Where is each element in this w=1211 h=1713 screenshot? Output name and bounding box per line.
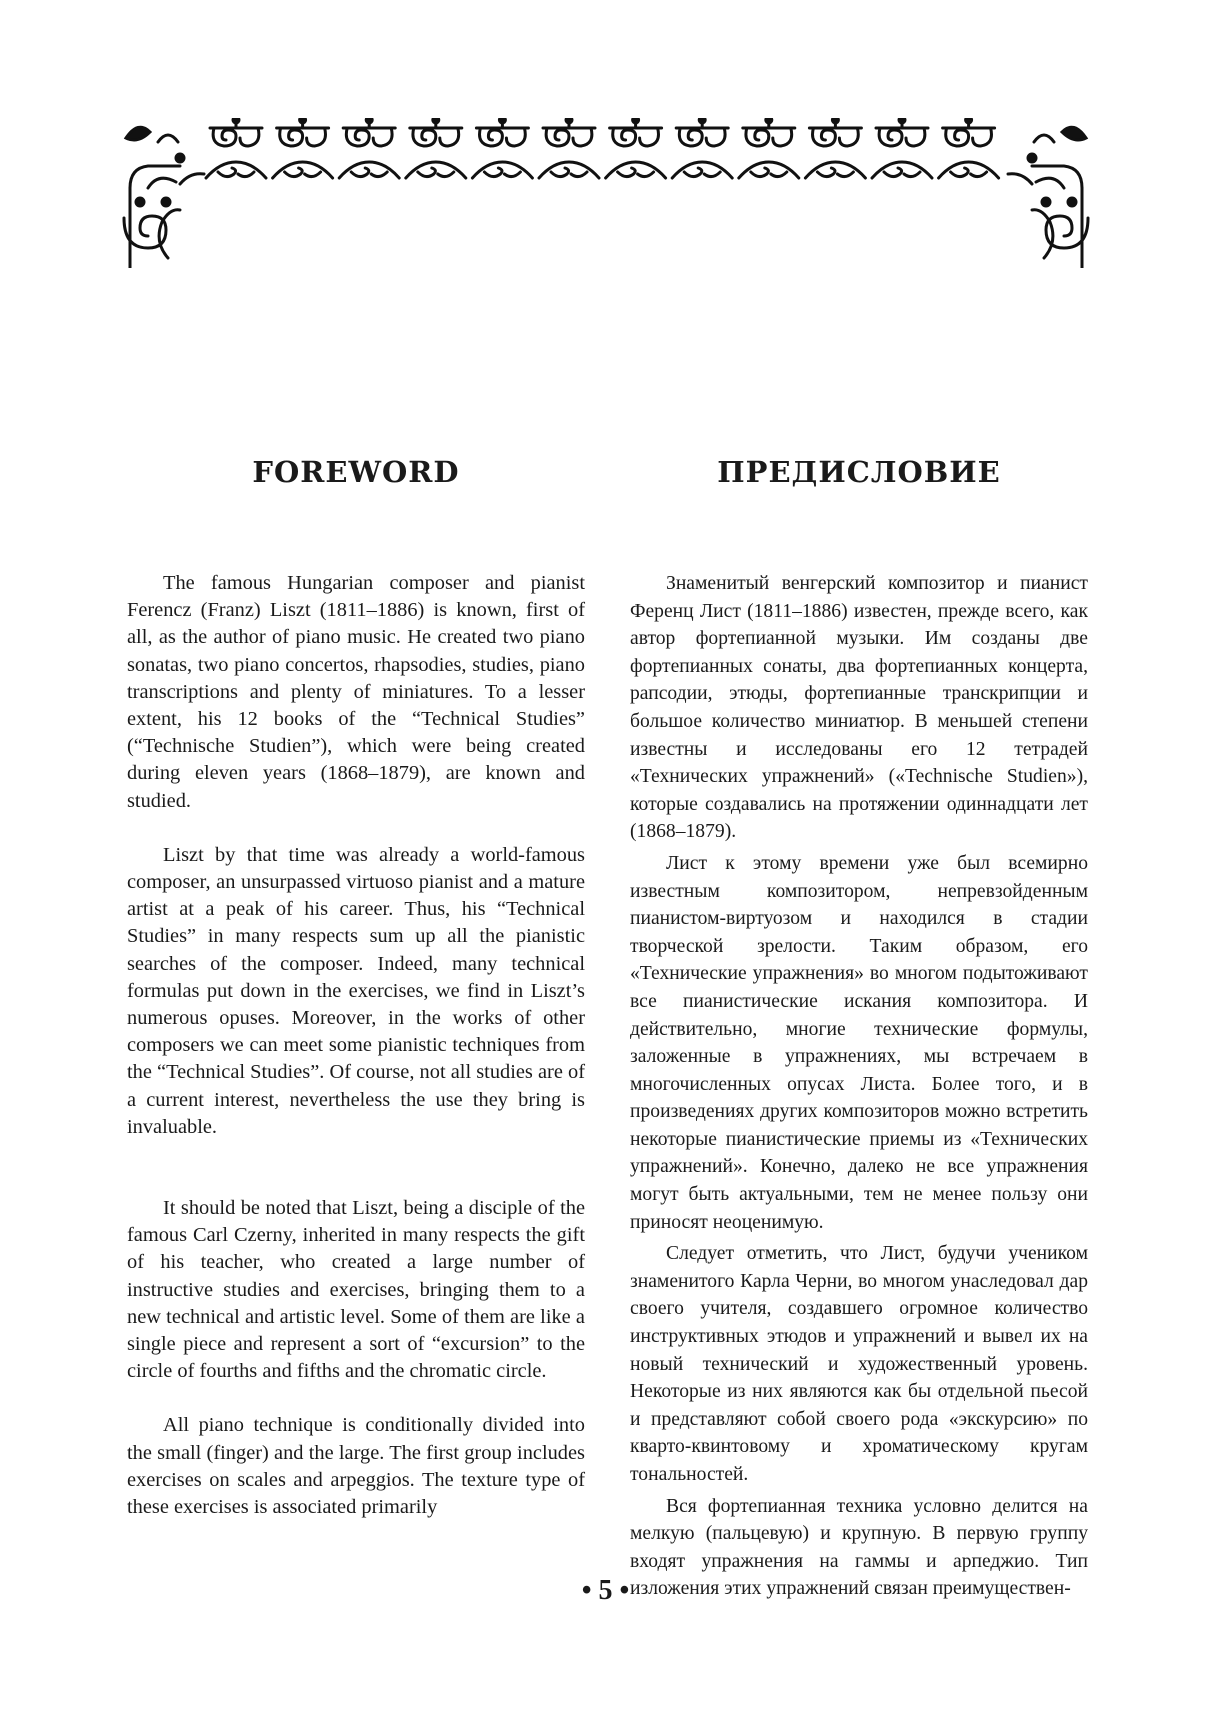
scroll-motif <box>672 118 732 178</box>
scroll-motif <box>606 118 666 178</box>
scroll-motif <box>273 118 333 178</box>
foreword-heading: FOREWORD <box>252 455 460 489</box>
scroll-motif <box>206 118 266 178</box>
foreword-paragraph: The famous Hungarian composer and pianist Ferencz (Franz) Liszt (1811–1886) is known, first of all, as the author of piano music. He created two piano sonatas, two piano concertos, rhapsodies, studies, piano transcriptions and plenty of miniatures. To a lesser extent, his 12 books of the “Technical Studies” (“Technische Studien”), which were being created during eleven years (1868–1879), are known and studied. <box>127 572 585 812</box>
right-corner-flourish <box>1008 127 1088 268</box>
foreword-column-russian <box>630 452 1088 1607</box>
foreword-paragraph: All piano technique is conditionally divided into the small (finger) and the large. The first group includes exercises on scales and arpeggios. The texture type of these exercises is associated primarily <box>127 1414 585 1519</box>
decorative-header-ornament <box>118 118 1094 268</box>
scroll-motif <box>939 118 999 178</box>
predislovie-paragraph: Вся фортепианная техника условно делится на мелкую (пальцевую) и крупную. В первую группу входят упражнения на гаммы и арпеджио. Тип изложения этих упражнений связан преимуществен- <box>630 1495 1088 1600</box>
foreword-paragraph: Liszt by that time was already a world-famous composer, an unsurpassed virtuoso pianist and a mature artist at a peak of his career. Thus, his “Technical Studies” in many respects sum up all the pianistic searches of the composer. Indeed, many technical formulas put down in the exercises, we find in Liszt’s numerous opuses. Moreover, in the works of other composers we can meet some pianistic techniques from the “Technical Studies”. Of course, not all studies are of a current interest, nevertheless the use they bring is invaluable. <box>127 843 585 1138</box>
scroll-motif <box>472 118 532 178</box>
predislovie-paragraph: Знаменитый венгерский композитор и пианист Ференц Лист (1811–1886) известен, прежде всего, как автор фортепианной музыки. Им созданы две фортепианных сонаты, два фортепианных концерта, рапсодии, этюды, фортепианные транскрипции и большое количество миниатюр. В меньшей степени известны и исследованы его 12 тетрадей «Технических упражнений» («Technische Studien»), которые создавались на протяжении одиннадцати лет (1868–1879). <box>630 573 1088 843</box>
predislovie-paragraph: Лист к этому времени уже был всемирно известным композитором, непревзойденным пианистом-виртуозом и находился в стадии творческой зрелости. Таким образом, его «Технические упражнения» во многом подытоживают все пианистические искания композитора. И действительно, многие технические формулы, заложенные в упражнениях, мы встречаем в многочисленных опусах Листа. Более того, и в произведениях других композиторов можно встретить некоторые пианистические приемы из «Технических упражнений». Конечно, далеко не все упражнения могут быть актуальными, тем не менее пользу они приносят неоценимую. <box>630 852 1088 1233</box>
foreword-column-english <box>127 452 585 1521</box>
scroll-motif <box>739 118 799 178</box>
scroll-motif <box>805 118 865 178</box>
predislovie-paragraph: Следует отметить, что Лист, будучи учеником знаменитого Карла Черни, во многом унаследовал дар своего учителя, создавшего огромное количество инструктивных этюдов и упражнений и вывел их на новый технический и художественный уровень. Некоторые из них являются как бы отдельной пьесой и представляют собой своего рода «экскурсию» по кварто-квинтовому и хроматическому кругам тональностей. <box>630 1243 1088 1485</box>
scroll-motif <box>539 118 599 178</box>
scroll-motif <box>406 118 466 178</box>
predislovie-heading: ПРЕДИСЛОВИЕ <box>717 455 1001 489</box>
scroll-motif <box>872 118 932 178</box>
scroll-motif <box>339 118 399 178</box>
left-corner-flourish <box>124 127 204 268</box>
foreword-paragraph: It should be noted that Liszt, being a disciple of the famous Carl Czerny, inherited in many respects the gift of his teacher, who created a large number of instructive studies and exercises, bringing them to a new technical and artistic level. Some of them are like a single piece and represent a sort of “excursion” to the circle of fourths and fifths and the chromatic circle. <box>127 1197 585 1383</box>
page-number: • 5 • <box>581 1575 630 1606</box>
